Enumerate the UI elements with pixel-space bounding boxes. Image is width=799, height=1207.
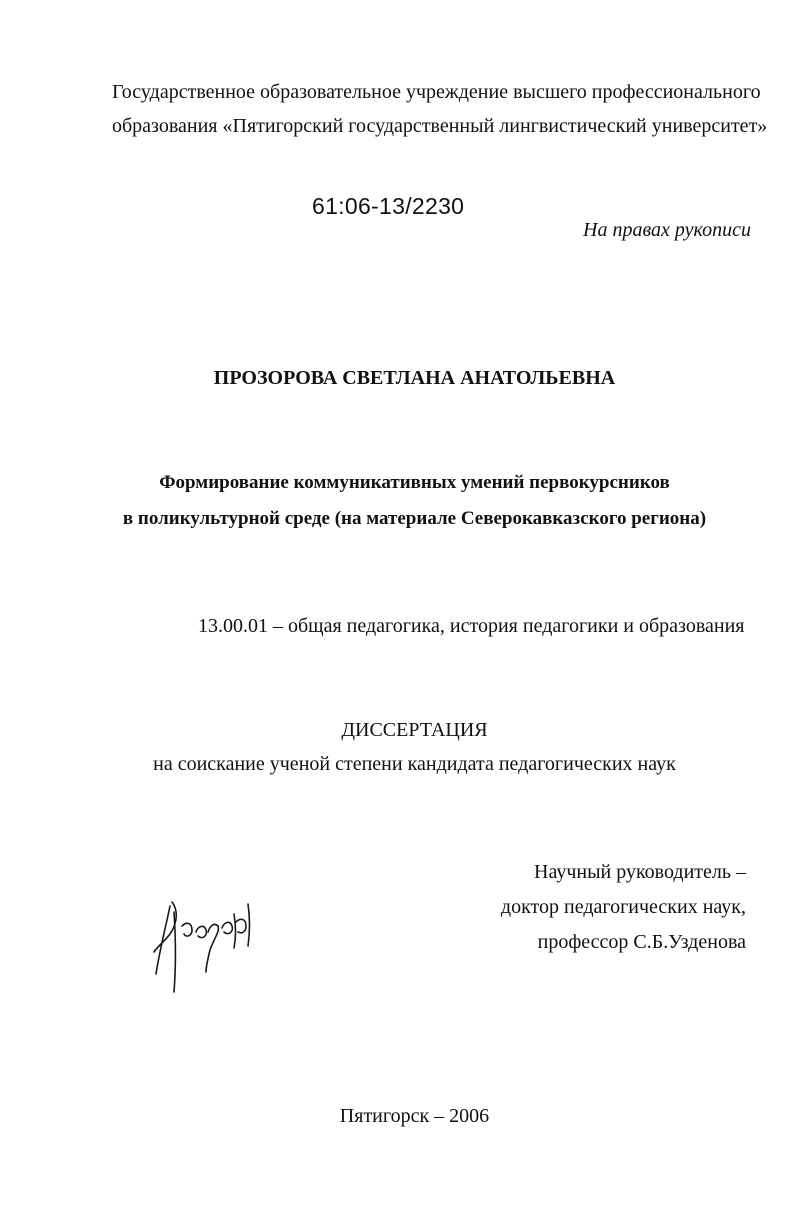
dissertation-title-line-2: в поликультурной среде (на материале Северокавказского региона) [122,508,707,529]
place-and-year: Пятигорск – 2006 [339,1105,490,1127]
supervisor-degree: доктор педагогических наук, [500,896,746,918]
specialty-code: 13.00.01 – общая педагогика, история педагогики и образования [198,615,745,637]
degree-statement: на соискание ученой степени кандидата педагогических наук [153,753,676,775]
supervisor-name: профессор С.Б.Узденова [537,931,746,953]
institution-line-2: образования «Пятигорский государственный лингвистический университет» [112,115,768,137]
document-type-heading: ДИССЕРТАЦИЯ [341,719,488,741]
library-code-stamp: 61:06-13/2230 [312,193,465,219]
dissertation-title-line-1: Формирование коммуникативных умений первокурсников [159,472,670,493]
author-signature [148,892,268,1002]
institution-line-1: Государственное образовательное учреждение высшего профессионального [112,81,761,103]
author-name: ПРОЗОРОВА СВЕТЛАНА АНАТОЛЬЕВНА [213,367,616,389]
manuscript-note: На правах рукописи [583,219,751,241]
supervisor-role: Научный руководитель – [534,861,746,883]
